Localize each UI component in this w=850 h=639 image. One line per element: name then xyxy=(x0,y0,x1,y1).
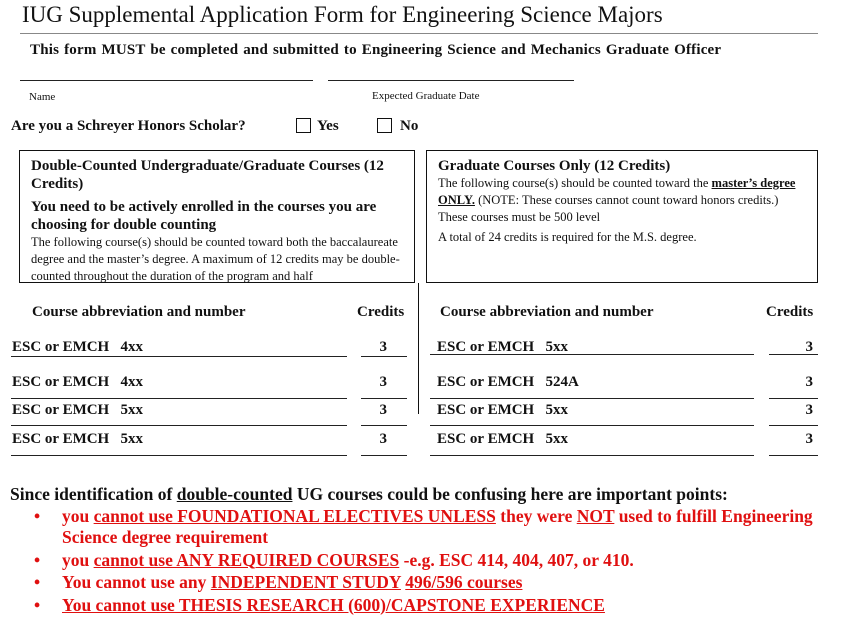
left-row-2-course[interactable]: ESC or EMCH 4xx xyxy=(12,374,143,390)
name-field[interactable] xyxy=(20,80,313,81)
double-counted-description: The following course(s) should be counted toward both the baccalaureate degree and the master’s degree. A maximum of 12 credits may be double-counted throughout the duration of the program and half xyxy=(31,235,400,283)
title-divider xyxy=(20,33,818,34)
right-credits-column-header: Credits xyxy=(766,304,814,320)
right-row-4-course-line xyxy=(430,455,754,456)
right-row-3-credits[interactable]: 3 xyxy=(805,402,813,418)
left-row-3-course[interactable]: ESC or EMCH 5xx xyxy=(12,402,143,418)
right-row-1-course[interactable]: ESC or EMCH 5xx xyxy=(437,339,568,355)
left-row-1-credits-line xyxy=(361,356,407,357)
right-row-4-credits[interactable]: 3 xyxy=(805,431,813,447)
important-points-list xyxy=(32,506,832,617)
left-row-1-course-line xyxy=(11,356,347,357)
double-counted-heading: Double-Counted Undergraduate/Graduate Courses (12 Credits) xyxy=(31,158,384,192)
right-course-column-header: Course abbreviation and number xyxy=(440,304,654,320)
schreyer-question: Are you a Schreyer Honors Scholar? xyxy=(11,118,246,134)
left-credits-column-header: Credits xyxy=(357,304,405,320)
left-row-4-course-line xyxy=(11,455,347,456)
yes-label: Yes xyxy=(317,118,339,134)
list-item: • You cannot use THESIS RESEARCH (600)/CAPSTONE EXPERIENCE xyxy=(32,595,832,616)
form-title: IUG Supplemental Application Form for Engineering Science Majors xyxy=(22,2,663,27)
left-row-2-course-line xyxy=(11,398,347,399)
left-row-1-credits[interactable]: 3 xyxy=(379,339,387,355)
right-row-3-credits-line xyxy=(769,425,818,426)
graduate-only-description: The following course(s) should be counted toward the master’s degree ONLY. (NOTE: These courses cannot count toward honors credits.) These courses must be 500 level xyxy=(438,176,796,224)
right-row-3-course-line xyxy=(430,425,754,426)
right-row-2-credits-line xyxy=(769,398,818,399)
list-item: • you cannot use FOUNDATIONAL ELECTIVES UNLESS they were NOT used to fulfill Engineering Science degree requirement xyxy=(32,506,832,548)
right-row-4-credits-line xyxy=(769,455,818,456)
left-row-4-credits[interactable]: 3 xyxy=(379,431,387,447)
grad-date-field[interactable] xyxy=(328,80,574,81)
right-row-1-credits-line xyxy=(769,354,818,355)
left-row-3-credits-line xyxy=(361,425,407,426)
form-subtitle: This form MUST be completed and submitted to Engineering Science and Mechanics Graduate Officer xyxy=(30,42,722,58)
no-checkbox[interactable] xyxy=(377,118,392,133)
right-row-1-course-line xyxy=(430,354,754,355)
left-row-1-course[interactable]: ESC or EMCH 4xx xyxy=(12,339,143,355)
right-row-2-course[interactable]: ESC or EMCH 524A xyxy=(437,374,579,390)
left-row-4-course[interactable]: ESC or EMCH 5xx xyxy=(12,431,143,447)
left-row-3-course-line xyxy=(11,425,347,426)
yes-checkbox[interactable] xyxy=(296,118,311,133)
right-row-2-course-line xyxy=(430,398,754,399)
right-row-2-credits[interactable]: 3 xyxy=(805,374,813,390)
list-item: • You cannot use any INDEPENDENT STUDY 496/596 courses xyxy=(32,572,832,593)
left-row-2-credits[interactable]: 3 xyxy=(379,374,387,390)
left-course-column-header: Course abbreviation and number xyxy=(32,304,246,320)
no-label: No xyxy=(400,118,419,134)
notes-title: Since identification of double-counted UG courses could be confusing here are important points: xyxy=(10,484,728,504)
right-row-1-credits[interactable]: 3 xyxy=(805,339,813,355)
left-row-3-credits[interactable]: 3 xyxy=(379,402,387,418)
name-label: Name xyxy=(29,91,56,103)
table-column-divider xyxy=(418,283,419,414)
right-row-4-course[interactable]: ESC or EMCH 5xx xyxy=(437,431,568,447)
graduate-only-info-box xyxy=(426,150,818,283)
left-row-2-credits-line xyxy=(361,398,407,399)
grad-date-label: Expected Graduate Date xyxy=(372,90,480,102)
enrollment-requirement: You need to be actively enrolled in the courses you are choosing for double counting xyxy=(31,199,377,233)
graduate-only-heading: Graduate Courses Only (12 Credits) xyxy=(438,158,671,174)
list-item: • you cannot use ANY REQUIRED COURSES -e.g. ESC 414, 404, 407, or 410. xyxy=(32,550,832,571)
right-row-3-course[interactable]: ESC or EMCH 5xx xyxy=(437,402,568,418)
double-counted-info-box xyxy=(19,150,415,283)
total-credits-note: A total of 24 credits is required for the M.S. degree. xyxy=(438,230,697,244)
left-row-4-credits-line xyxy=(361,455,407,456)
